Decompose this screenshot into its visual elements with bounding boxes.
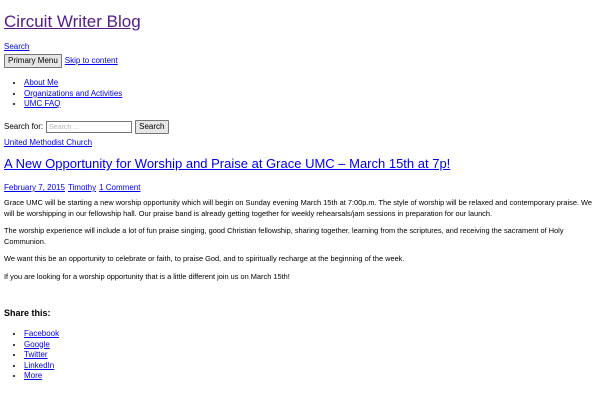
share-item-google [24, 340, 59, 351]
primary-menu-button[interactable]: Primary Menu [4, 54, 62, 68]
post-paragraph: If you are looking for a worship opportunity that is a little different join us on March 15th! [4, 271, 290, 281]
share-item-twitter [24, 350, 59, 361]
share-twitter-link[interactable]: Twitter [24, 350, 48, 359]
share-more-link[interactable]: More [24, 371, 43, 380]
skip-to-content-link[interactable]: Skip to content [64, 55, 118, 65]
post-author-link[interactable]: Timothy [67, 183, 97, 192]
menu-row [4, 54, 118, 68]
share-item-linkedin [24, 361, 59, 372]
post-paragraph: The worship experience will include a lot of fun praise singing, good Christian fellowship, sharing together, learning from the scriptures, and receiving the sacrament of Holy Communion. [4, 226, 564, 246]
search-input[interactable] [46, 121, 132, 133]
search-form [4, 120, 169, 134]
nav-link-umc-faq[interactable]: UMC FAQ [24, 99, 61, 108]
share-facebook-link[interactable]: Facebook [24, 329, 60, 338]
share-google-link[interactable]: Google [24, 339, 50, 349]
category-link[interactable]: United Methodist Church [4, 138, 93, 147]
share-linkedin-link[interactable]: LinkedIn [24, 360, 55, 370]
search-submit-button[interactable]: Search [135, 120, 168, 134]
site-title[interactable]: Circuit Writer Blog [4, 12, 141, 31]
nav-item-organizations [24, 89, 122, 100]
nav-item-about [24, 78, 122, 89]
post-title[interactable]: A New Opportunity for Worship and Praise at Grace UMC – March 15th at 7p! [4, 156, 451, 171]
share-item-more [24, 371, 59, 382]
post-comments-link[interactable]: 1 Comment [99, 183, 141, 192]
share-list [4, 329, 59, 382]
search-label: Search for: [4, 121, 44, 131]
post-content [4, 198, 596, 289]
nav-link-about[interactable]: About Me [24, 78, 59, 87]
nav-link-organizations[interactable]: Organizations and Activities [24, 88, 123, 98]
post-meta [4, 183, 140, 193]
search-toggle-link[interactable]: Search [4, 42, 30, 51]
nav-item-umc-faq [24, 99, 122, 110]
post-date-link[interactable]: February 7, 2015 [4, 183, 65, 192]
post-paragraph: Grace UMC will be starting a new worship opportunity which will begin on Sunday evening March 15th at 7:00p.m. The style of worship will be relaxed and contemporary praise. We will be worshipping in our fellowship hall. Our praise band is already getting together for weekly rehearsals/jam sessions in preparation for our launch. [4, 198, 592, 218]
post-paragraph: We want this be an opportunity to celebrate or faith, to praise God, and to spiritually recharge at the beginning of the week. [4, 254, 405, 263]
share-item-facebook [24, 329, 59, 340]
share-heading: Share this: [4, 308, 51, 318]
primary-nav [4, 78, 122, 110]
